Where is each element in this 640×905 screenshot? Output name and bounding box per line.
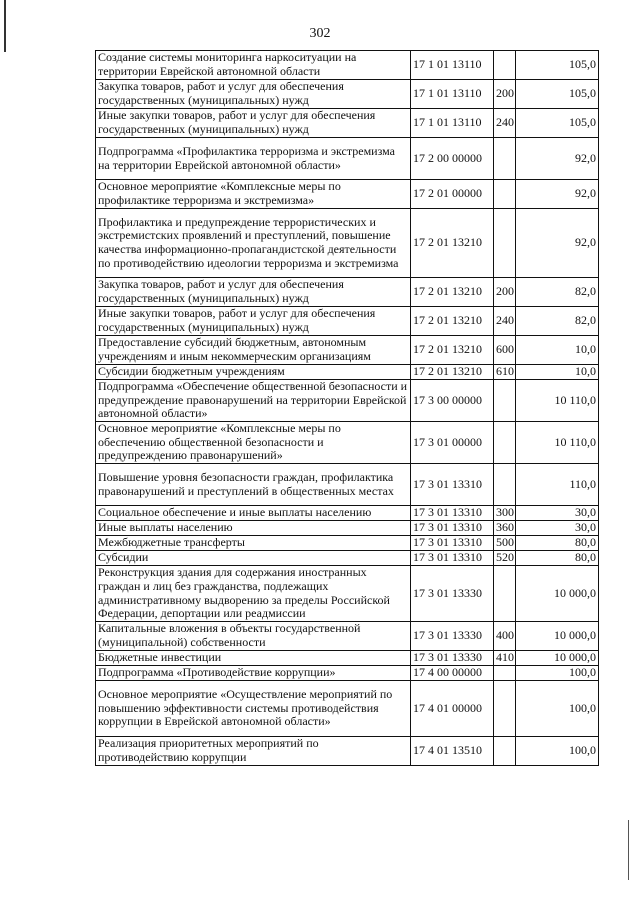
row-expense-type-cell: 240 — [494, 109, 516, 138]
table-row — [96, 380, 599, 422]
row-expense-type-cell — [494, 138, 516, 180]
row-name-cell: Реконструкция здания для содержания иностранных граждан и лиц без гражданства, подлежащих административному выдворению за пределы Российской Федерации, депортации или реадмиссии — [96, 566, 411, 622]
row-expense-type-cell — [494, 422, 516, 464]
row-expense-type-cell: 520 — [494, 551, 516, 566]
row-sum-cell: 10 000,0 — [516, 651, 599, 666]
row-sum-cell: 92,0 — [516, 209, 599, 278]
row-sum-cell: 10 110,0 — [516, 422, 599, 464]
row-expense-type-cell: 360 — [494, 521, 516, 536]
row-name-cell: Субсидии — [96, 551, 411, 566]
row-code-cell: 17 3 01 13330 — [411, 622, 494, 651]
row-sum-cell: 82,0 — [516, 307, 599, 336]
row-sum-cell: 30,0 — [516, 506, 599, 521]
row-sum-cell: 100,0 — [516, 737, 599, 766]
table-row — [96, 737, 599, 766]
row-name-cell: Повышение уровня безопасности граждан, профилактика правонарушений и преступлений в общественных местах — [96, 464, 411, 506]
row-sum-cell: 10,0 — [516, 336, 599, 365]
table-row — [96, 307, 599, 336]
row-sum-cell: 105,0 — [516, 109, 599, 138]
table-row — [96, 180, 599, 209]
row-sum-cell: 82,0 — [516, 278, 599, 307]
row-expense-type-cell: 410 — [494, 651, 516, 666]
row-code-cell: 17 4 01 13510 — [411, 737, 494, 766]
budget-table-body — [96, 51, 599, 766]
row-code-cell: 17 3 01 13330 — [411, 566, 494, 622]
row-code-cell: 17 4 01 00000 — [411, 681, 494, 737]
table-row — [96, 536, 599, 551]
row-code-cell: 17 1 01 13110 — [411, 51, 494, 80]
table-row — [96, 422, 599, 464]
row-name-cell: Основное мероприятие «Комплексные меры по обеспечению общественной безопасности и предупреждению правонарушений» — [96, 422, 411, 464]
row-expense-type-cell: 600 — [494, 336, 516, 365]
page-number: 302 — [309, 26, 331, 41]
row-expense-type-cell: 200 — [494, 278, 516, 307]
row-name-cell: Создание системы мониторинга наркоситуации на территории Еврейской автономной области — [96, 51, 411, 80]
table-row — [96, 365, 599, 380]
row-name-cell: Капитальные вложения в объекты государственной (муниципальной) собственности — [96, 622, 411, 651]
row-code-cell: 17 2 01 13210 — [411, 365, 494, 380]
row-name-cell: Иные закупки товаров, работ и услуг для обеспечения государственных (муниципальных) нужд — [96, 109, 411, 138]
row-name-cell: Основное мероприятие «Комплексные меры по профилактике терроризма и экстремизма» — [96, 180, 411, 209]
row-expense-type-cell — [494, 666, 516, 681]
row-code-cell: 17 3 01 13310 — [411, 506, 494, 521]
row-expense-type-cell — [494, 737, 516, 766]
row-code-cell: 17 3 01 13310 — [411, 536, 494, 551]
row-name-cell: Иные выплаты населению — [96, 521, 411, 536]
table-row — [96, 464, 599, 506]
row-expense-type-cell — [494, 566, 516, 622]
row-sum-cell: 105,0 — [516, 51, 599, 80]
row-sum-cell: 110,0 — [516, 464, 599, 506]
row-expense-type-cell — [494, 464, 516, 506]
row-code-cell: 17 3 01 13310 — [411, 551, 494, 566]
row-code-cell: 17 4 00 00000 — [411, 666, 494, 681]
row-code-cell: 17 1 01 13110 — [411, 80, 494, 109]
table-row — [96, 80, 599, 109]
row-sum-cell: 105,0 — [516, 80, 599, 109]
row-name-cell: Закупка товаров, работ и услуг для обеспечения государственных (муниципальных) нужд — [96, 278, 411, 307]
row-sum-cell: 100,0 — [516, 666, 599, 681]
row-code-cell: 17 1 01 13110 — [411, 109, 494, 138]
row-code-cell: 17 2 01 13210 — [411, 209, 494, 278]
row-code-cell: 17 3 01 00000 — [411, 422, 494, 464]
row-name-cell: Иные закупки товаров, работ и услуг для обеспечения государственных (муниципальных) нужд — [96, 307, 411, 336]
row-code-cell: 17 3 01 13310 — [411, 464, 494, 506]
row-code-cell: 17 3 00 00000 — [411, 380, 494, 422]
table-row — [96, 681, 599, 737]
row-name-cell: Социальное обеспечение и иные выплаты населению — [96, 506, 411, 521]
row-code-cell: 17 2 01 13210 — [411, 307, 494, 336]
row-expense-type-cell: 610 — [494, 365, 516, 380]
row-name-cell: Подпрограмма «Противодействие коррупции» — [96, 666, 411, 681]
row-expense-type-cell — [494, 180, 516, 209]
row-name-cell: Основное мероприятие «Осуществление мероприятий по повышению эффективности системы противодействия коррупции в Еврейской автономной области» — [96, 681, 411, 737]
row-sum-cell: 80,0 — [516, 551, 599, 566]
budget-table — [95, 50, 599, 766]
row-name-cell: Реализация приоритетных мероприятий по противодействию коррупции — [96, 737, 411, 766]
table-row — [96, 336, 599, 365]
row-expense-type-cell — [494, 51, 516, 80]
table-row — [96, 551, 599, 566]
row-expense-type-cell — [494, 380, 516, 422]
row-expense-type-cell — [494, 209, 516, 278]
table-row — [96, 521, 599, 536]
row-name-cell: Субсидии бюджетным учреждениям — [96, 365, 411, 380]
row-expense-type-cell: 240 — [494, 307, 516, 336]
row-name-cell: Межбюджетные трансферты — [96, 536, 411, 551]
row-expense-type-cell: 300 — [494, 506, 516, 521]
table-row — [96, 651, 599, 666]
row-expense-type-cell: 500 — [494, 536, 516, 551]
row-sum-cell: 92,0 — [516, 180, 599, 209]
scan-edge-mark-bottom — [628, 820, 629, 880]
table-row — [96, 506, 599, 521]
row-name-cell: Подпрограмма «Профилактика терроризма и экстремизма на территории Еврейской автономной области» — [96, 138, 411, 180]
row-sum-cell: 10 000,0 — [516, 622, 599, 651]
row-expense-type-cell: 200 — [494, 80, 516, 109]
row-code-cell: 17 2 01 13210 — [411, 336, 494, 365]
table-row — [96, 566, 599, 622]
table-row — [96, 109, 599, 138]
row-sum-cell: 92,0 — [516, 138, 599, 180]
table-row — [96, 138, 599, 180]
row-sum-cell: 10 000,0 — [516, 566, 599, 622]
row-code-cell: 17 3 01 13330 — [411, 651, 494, 666]
row-expense-type-cell — [494, 681, 516, 737]
row-sum-cell: 10 110,0 — [516, 380, 599, 422]
table-row — [96, 278, 599, 307]
row-expense-type-cell: 400 — [494, 622, 516, 651]
row-code-cell: 17 2 01 00000 — [411, 180, 494, 209]
row-name-cell: Предоставление субсидий бюджетным, автономным учреждениям и иным некоммерческим организациям — [96, 336, 411, 365]
table-row — [96, 666, 599, 681]
table-row — [96, 622, 599, 651]
row-name-cell: Закупка товаров, работ и услуг для обеспечения государственных (муниципальных) нужд — [96, 80, 411, 109]
row-sum-cell: 10,0 — [516, 365, 599, 380]
row-code-cell: 17 3 01 13310 — [411, 521, 494, 536]
row-name-cell: Бюджетные инвестиции — [96, 651, 411, 666]
row-code-cell: 17 2 00 00000 — [411, 138, 494, 180]
table-row — [96, 209, 599, 278]
row-sum-cell: 80,0 — [516, 536, 599, 551]
row-code-cell: 17 2 01 13210 — [411, 278, 494, 307]
row-name-cell: Профилактика и предупреждение террористических и экстремистских проявлений и преступлений, повышение качества информационно-пропагандистской деятельности по противодействию идеологии терроризма и экстремизма — [96, 209, 411, 278]
table-row — [96, 51, 599, 80]
row-sum-cell: 100,0 — [516, 681, 599, 737]
row-sum-cell: 30,0 — [516, 521, 599, 536]
row-name-cell: Подпрограмма «Обеспечение общественной безопасности и предупреждение правонарушений на территории Еврейской автономной области» — [96, 380, 411, 422]
